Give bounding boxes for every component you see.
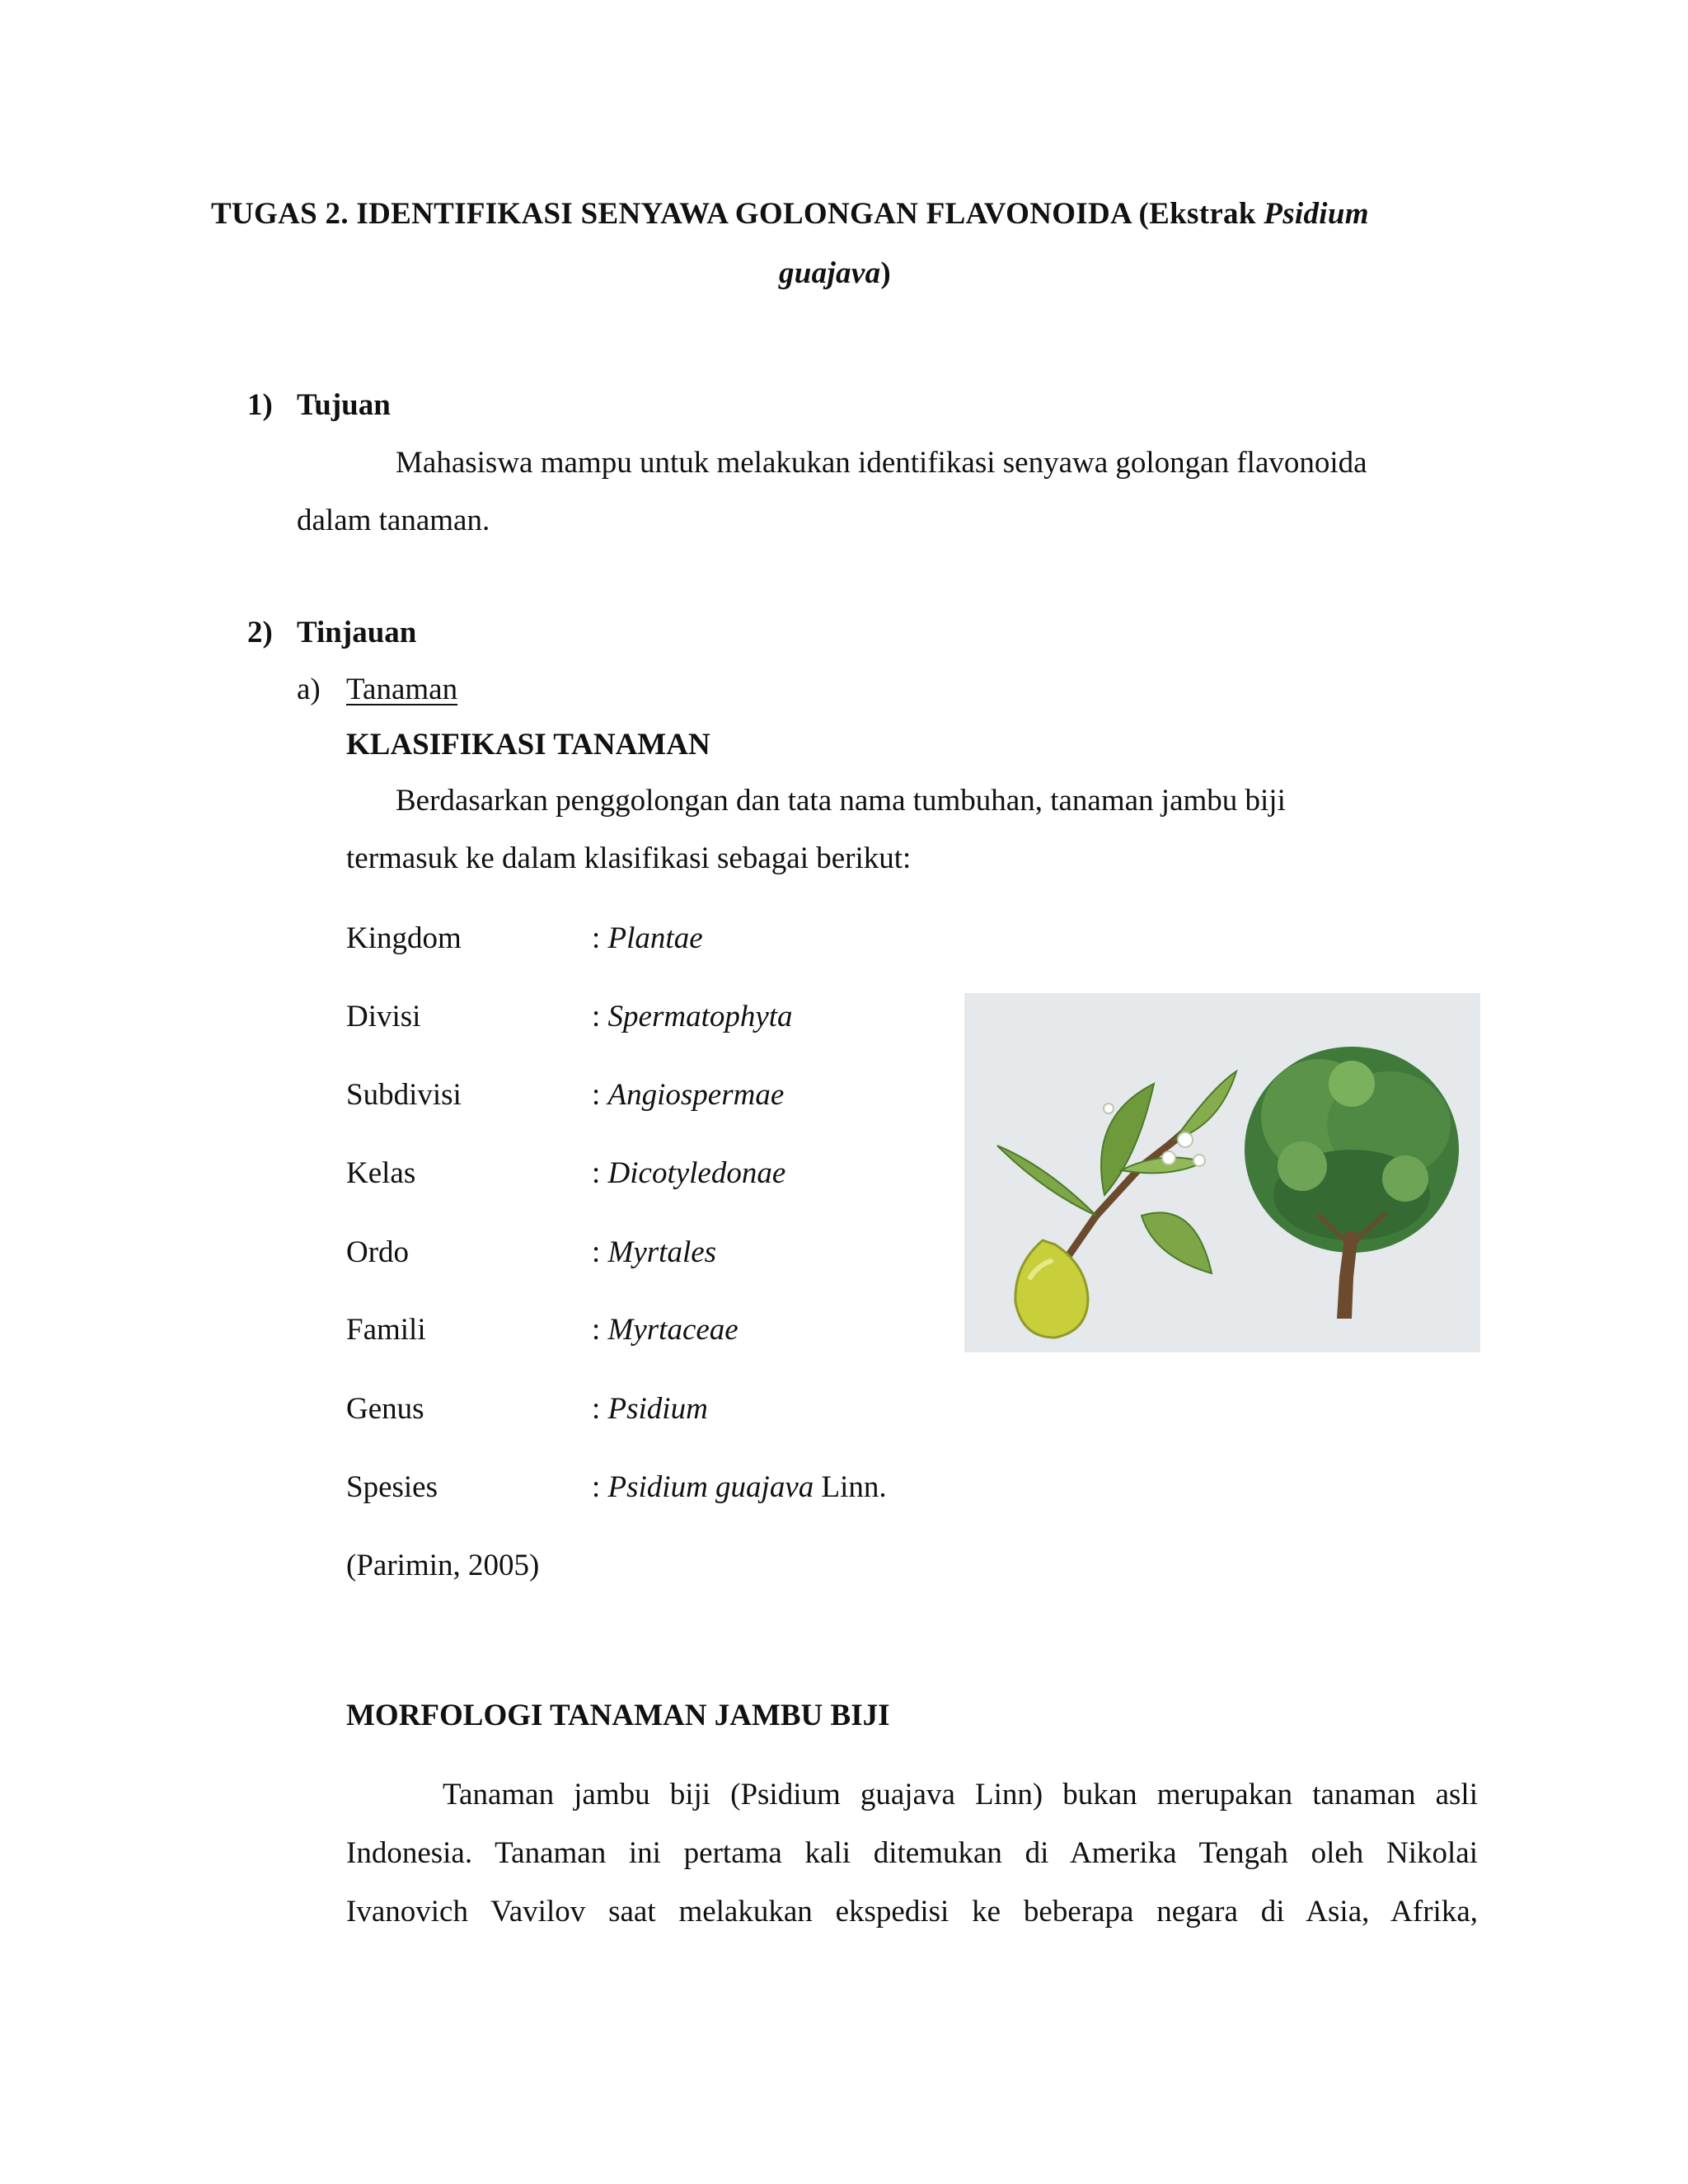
morfologi-line2: Indonesia. Tanaman ini pertama kali ditemukan di Amerika Tengah oleh Nikolai <box>346 1836 1478 1870</box>
taxon-name: Plantae <box>607 921 703 955</box>
taxon-name: Myrtales <box>607 1235 717 1269</box>
classification-label: Famili <box>346 1313 426 1347</box>
title-text: TUGAS 2. IDENTIFIKASI SENYAWA GOLONGAN FLAVONOIDA (Ekstrak <box>211 197 1264 231</box>
classification-label: Kingdom <box>346 921 462 955</box>
klasifikasi-heading: KLASIFIKASI TANAMAN <box>346 728 710 762</box>
section1-paragraph-line1: Mahasiswa mampu untuk melakukan identifikasi senyawa golongan flavonoida <box>396 446 1367 480</box>
section1-number: 1) <box>247 388 273 422</box>
morfologi-heading: MORFOLOGI TANAMAN JAMBU BIJI <box>346 1699 890 1732</box>
colon: : <box>592 921 608 955</box>
colon: : <box>592 1392 608 1426</box>
classification-label: Divisi <box>346 1000 421 1033</box>
taxon-name: Dicotyledonae <box>607 1156 786 1190</box>
classification-label: Subdivisi <box>346 1078 462 1112</box>
document-title-line2 <box>779 255 891 291</box>
colon: : <box>592 1156 608 1190</box>
morfologi-line1: Tanaman jambu biji (Psidium guajava Linn) bukan merupakan tanaman asli <box>443 1778 1478 1811</box>
classification-value <box>592 921 703 956</box>
morfologi-line3: Ivanovich Vavilov saat melakukan ekspedisi ke beberapa negara di Asia, Afrika, <box>346 1895 1478 1929</box>
classification-value <box>592 1077 784 1113</box>
taxon-name: Spermatophyta <box>607 1000 793 1033</box>
guava-plant-figure <box>964 993 1480 1352</box>
colon: : <box>592 1470 608 1504</box>
title-close-paren: ) <box>880 256 892 290</box>
citation: (Parimin, 2005) <box>346 1549 540 1582</box>
klasifikasi-intro-line2: termasuk ke dalam klasifikasi sebagai berikut: <box>346 841 912 875</box>
section2-heading: Tinjauan <box>297 616 417 649</box>
classification-label: Kelas <box>346 1156 416 1190</box>
taxon-name: Angiospermae <box>607 1078 785 1112</box>
classification-value <box>592 1312 738 1347</box>
colon: : <box>592 1235 608 1269</box>
author-suffix: Linn. <box>814 1470 887 1504</box>
title-italic-genus: Psidium <box>1264 197 1369 231</box>
title-italic-species: guajava <box>779 256 881 290</box>
taxon-name: Psidium guajava <box>607 1470 814 1504</box>
classification-label: Genus <box>346 1392 424 1426</box>
colon: : <box>592 1078 608 1112</box>
colon: : <box>592 1313 608 1347</box>
classification-value <box>592 1155 785 1191</box>
classification-value <box>592 1469 887 1505</box>
section1-heading: Tujuan <box>297 388 391 422</box>
section2-number: 2) <box>247 616 273 649</box>
classification-label: Spesies <box>346 1470 438 1504</box>
classification-value <box>592 1391 708 1427</box>
subsection-a-marker: a) <box>297 673 321 706</box>
taxon-name: Myrtaceae <box>607 1313 738 1347</box>
classification-value <box>592 999 793 1034</box>
klasifikasi-intro-line1: Berdasarkan penggolongan dan tata nama tumbuhan, tanaman jambu biji <box>396 784 1286 818</box>
guava-plant-illustration-icon <box>964 993 1480 1352</box>
classification-label: Ordo <box>346 1235 410 1269</box>
colon: : <box>592 1000 608 1033</box>
classification-value <box>592 1235 716 1270</box>
document-title-line1 <box>211 196 1369 232</box>
subsection-a-label: Tanaman <box>346 673 458 706</box>
taxon-name: Psidium <box>607 1392 708 1426</box>
section1-paragraph-line2: dalam tanaman. <box>297 504 490 537</box>
